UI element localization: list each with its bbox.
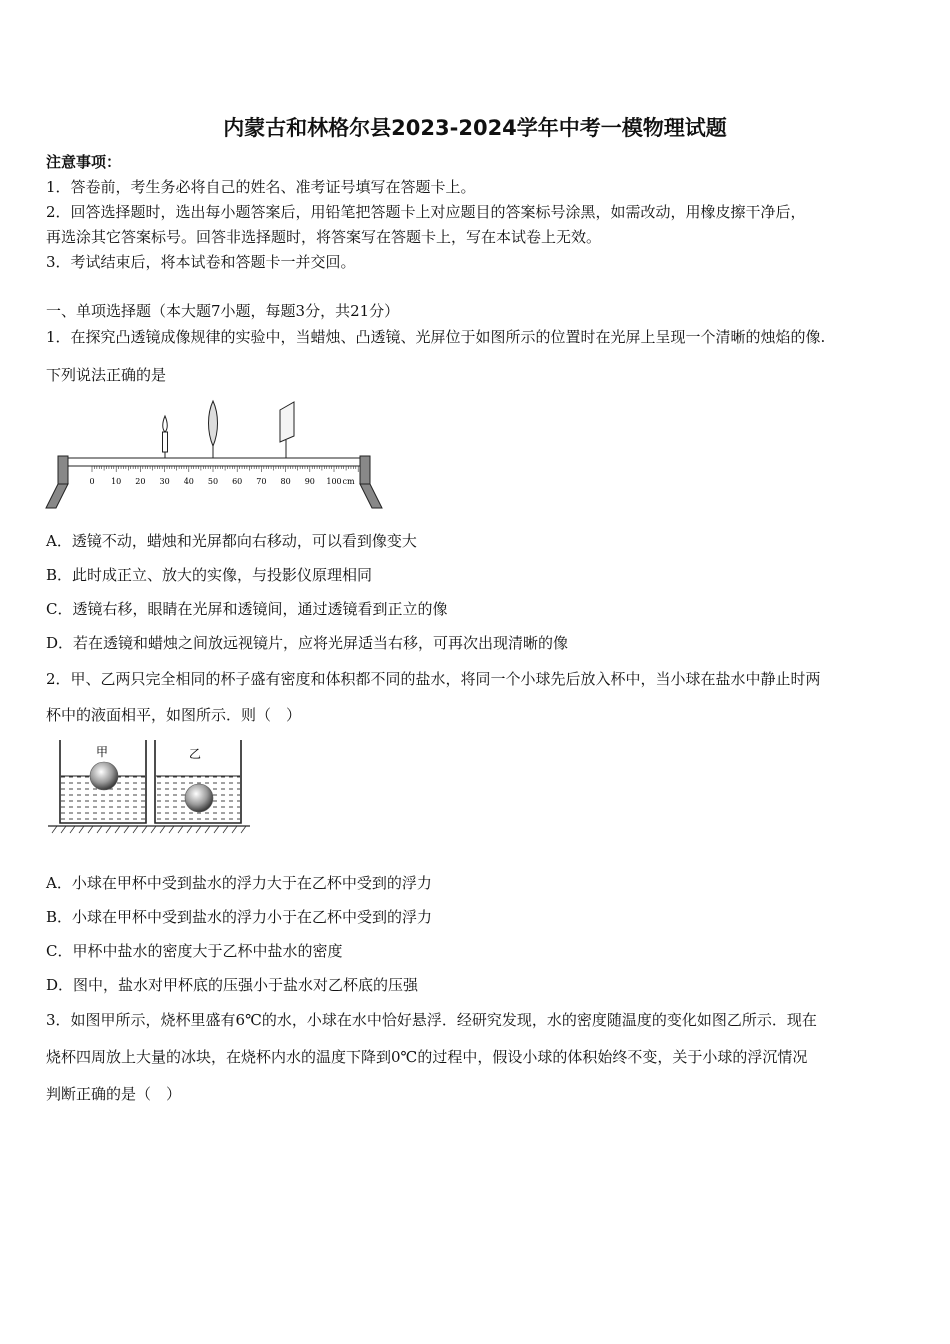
- q1-stem-line1: 1．在探究凸透镜成像规律的实验中，当蜡烛、凸透镜、光屏位于如图所示的位置时在光屏上呈现一个清晰的烛焰的像.: [46, 328, 826, 346]
- ground-hatch-line: [187, 826, 192, 833]
- section-heading: 一、单项选择题（本大题7小题，每题3分，共21分）: [46, 302, 400, 320]
- q1-option-c[interactable]: C．透镜右移，眼睛在光屏和透镜间，通过透镜看到正立的像: [46, 600, 448, 618]
- cup-label-yi: 乙: [188, 747, 202, 761]
- ground-hatch-line: [106, 826, 111, 833]
- notes-item-2-cont: 再选涂其它答案标号。回答非选择题时，将答案写在答题卡上，写在本试卷上无效。: [46, 228, 602, 246]
- notes-item-3: 3．考试结束后，将本试卷和答题卡一并交回。: [46, 253, 356, 271]
- ruler-labels: [89, 477, 355, 486]
- q3-stem-line1: 3．如图甲所示，烧杯里盛有6℃的水，小球在水中恰好悬浮．经研究发现，水的密度随温度的变化如图乙所示．现在: [46, 1011, 817, 1029]
- page-title: 内蒙古和林格尔县2023-2024学年中考一模物理试题: [223, 116, 727, 140]
- ground-hatch-line: [88, 826, 93, 833]
- ruler-label: cm: [342, 477, 355, 486]
- q1-option-a[interactable]: A．透镜不动，蜡烛和光屏都向右移动，可以看到像变大: [46, 532, 417, 550]
- ground-hatch-line: [79, 826, 84, 833]
- ruler-label: 80: [280, 477, 291, 486]
- ground-hatch-line: [160, 826, 165, 833]
- ground-hatch-line: [205, 826, 210, 833]
- ruler-label: 50: [207, 477, 219, 486]
- ruler-label: 100: [326, 477, 342, 486]
- ruler-label: 0: [89, 477, 95, 486]
- q3-stem-line2: 烧杯四周放上大量的冰块，在烧杯内水的温度下降到0℃的过程中，假设小球的体积始终不变，关于小球的浮沉情况: [46, 1048, 808, 1066]
- ground-hatch-line: [232, 826, 237, 833]
- q2-option-a[interactable]: A．小球在甲杯中受到盐水的浮力大于在乙杯中受到的浮力: [46, 874, 432, 892]
- q2-stem-line2: 杯中的液面相平，如图所示．则（ ）: [46, 706, 302, 724]
- ground-hatch-line: [241, 826, 246, 833]
- notes-item-1: 1．答卷前，考生务必将自己的姓名、准考证号填写在答题卡上。: [46, 178, 476, 196]
- q2-option-b[interactable]: B．小球在甲杯中受到盐水的浮力小于在乙杯中受到的浮力: [46, 908, 433, 926]
- ruler-label: 60: [232, 477, 243, 486]
- ruler-label: 70: [256, 477, 267, 486]
- q2-stem-line1: 2．甲、乙两只完全相同的杯子盛有密度和体积都不同的盐水，将同一个小球先后放入杯中，当小球在盐水中静止时两: [46, 670, 821, 688]
- ground-hatch-line: [52, 826, 57, 833]
- q3-stem-line3: 判断正确的是（ ）: [46, 1085, 182, 1103]
- q1-stem-line2: 下列说法正确的是: [46, 366, 167, 384]
- ruler-label: 40: [183, 477, 194, 486]
- q2-option-d[interactable]: D．图中，盐水对甲杯底的压强小于盐水对乙杯底的压强: [46, 976, 419, 994]
- notes-item-2: 2．回答选择题时，选出每小题答案后，用铅笔把答题卡上对应题目的答案标号涂黑，如需改动，用橡皮擦干净后，: [46, 203, 806, 221]
- ground-hatch-line: [70, 826, 75, 833]
- ground-hatch: [52, 826, 246, 833]
- ground-hatch-line: [142, 826, 147, 833]
- q2-option-c[interactable]: C．甲杯中盐水的密度大于乙杯中盐水的密度: [46, 942, 343, 960]
- ground-hatch-line: [133, 826, 138, 833]
- q1-option-b[interactable]: B．此时成正立、放大的实像，与投影仪原理相同: [46, 566, 373, 584]
- optical-bench-figure: [44, 396, 384, 512]
- ground-hatch-line: [61, 826, 66, 833]
- convex-lens-icon: [209, 401, 218, 458]
- notes-heading: 注意事项：: [46, 153, 122, 171]
- ground-hatch-line: [97, 826, 102, 833]
- ground-hatch-line: [196, 826, 201, 833]
- ground-hatch-line: [151, 826, 156, 833]
- ruler-ticks: [92, 466, 358, 472]
- cup-label-jia: 甲: [95, 745, 109, 759]
- ruler-label: 20: [135, 477, 146, 486]
- ground-hatch-line: [214, 826, 219, 833]
- q1-option-d[interactable]: D．若在透镜和蜡烛之间放远视镜片，应将光屏适当右移，可再次出现清晰的像: [46, 634, 569, 652]
- ground-hatch-line: [223, 826, 228, 833]
- ground-hatch-line: [124, 826, 129, 833]
- ground-hatch-line: [115, 826, 120, 833]
- two-cups-figure: [44, 738, 254, 836]
- light-screen-icon: [280, 402, 294, 458]
- ruler-label: 90: [304, 477, 315, 486]
- ruler-label: 10: [111, 477, 122, 486]
- candle-icon: [163, 416, 168, 458]
- ruler-label: 30: [159, 477, 170, 486]
- ground-hatch-line: [178, 826, 183, 833]
- ground-hatch-line: [169, 826, 174, 833]
